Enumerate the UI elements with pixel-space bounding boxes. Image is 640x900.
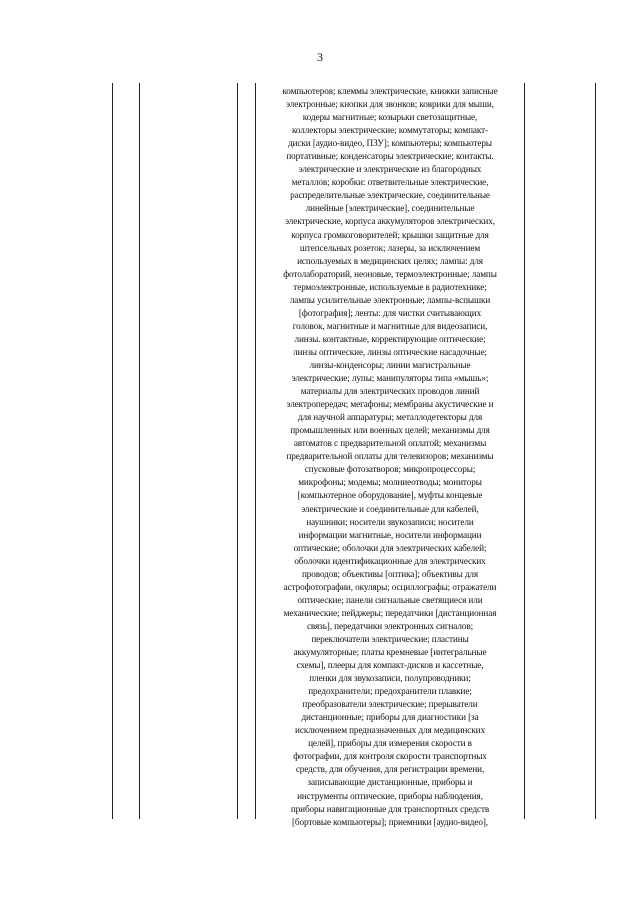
- goods-text-line: линейные [электрические], соединительные: [305, 203, 475, 214]
- goods-text-line: дистанционные; приборы для диагностики [за: [301, 712, 479, 723]
- goods-text-line: средств, для обучения, для регистрации времени,: [295, 764, 485, 775]
- goods-text-line: микрофоны; модемы; молниеотводы; мониторы: [298, 477, 482, 488]
- goods-text-line: оболочки идентификационные для электрических: [294, 555, 486, 566]
- goods-text-line: преобразователи электрические; прерыватели: [302, 699, 478, 710]
- goods-text-line: наушники; носители звукозаписи; носители: [306, 516, 474, 527]
- goods-text-line: термоэлектронные, используемые в радиотехнике;: [293, 281, 487, 292]
- goods-text-line: связь], передатчики электронных сигналов;: [306, 620, 474, 631]
- goods-text-line: компьютеров; клеммы электрические, книжки записные: [282, 86, 498, 96]
- goods-text-line: переключатели электрические; пластины: [311, 633, 469, 644]
- goods-text-line: портативные; конденсаторы электрические; контакты.: [286, 151, 494, 162]
- goods-text-line: механические; пейджеры; передатчики [дистанционная: [283, 607, 497, 618]
- goods-text-line: линзы-конденсоры; линии магистральные: [309, 359, 471, 370]
- goods-text-line: используемых в медицинских целях; лампы: для: [297, 255, 483, 266]
- column-divider-3: [255, 83, 256, 819]
- goods-text-line: линзы оптические, линзы оптические насадочные;: [293, 346, 487, 357]
- goods-text-line: диски [аудио-видео, ПЗУ]; компьютеры; компьютеры: [288, 138, 492, 149]
- goods-text-line: записывающие дистанционные, приборы и: [307, 777, 473, 788]
- goods-text-line: для научной аппаратуры; металлодетекторы для: [297, 412, 483, 423]
- goods-text-line: исключением предназначенных для медицинских: [295, 725, 485, 736]
- goods-text-line: приборы навигационные для транспортных средств: [290, 803, 490, 814]
- goods-text-line: автоматов с предварительной оплатой; механизмы: [293, 438, 487, 449]
- goods-text-line: спусковые фотозатворов; микропроцессоры;: [304, 464, 476, 475]
- goods-text-line: металлов; коробки: ответвительные электрические,: [291, 177, 489, 188]
- goods-text-line: лампы усилительные электронные; лампы-вспышки: [289, 294, 491, 305]
- goods-text-line: электрические и соединительные для кабелей,: [301, 503, 479, 514]
- goods-table: [112, 83, 596, 827]
- column-divider-4: [524, 83, 525, 819]
- goods-text-line: [компьютерное оборудование], муфты концевые: [297, 490, 483, 501]
- goods-text-line: распределительные электрические, соединительные: [290, 190, 490, 201]
- goods-text-line: головок, магнитные и магнитные для видеозаписи,: [292, 320, 488, 331]
- goods-text-line: электрические, корпуса аккумуляторов электрических,: [285, 216, 495, 227]
- goods-text-line: оптические; панели сигнальные светящиеся или: [297, 594, 483, 605]
- goods-text-line: фотографии, для контроля скорости транспортных: [293, 751, 487, 762]
- goods-text-line: предварительной оплаты для телевизоров; механизмы: [286, 451, 494, 462]
- goods-text-line: пленки для звукозаписи, полупроводники;: [309, 673, 471, 684]
- goods-text-line: промышленных или военных целей; механизмы для: [290, 425, 490, 436]
- goods-text-line: материалы для электрических проводов линий: [300, 386, 480, 397]
- goods-text-line: электрические; лупы; манипуляторы типа «мышь»;: [291, 373, 489, 384]
- goods-text-line: астрофотографии, окуляры; осциллографы; отражатели: [283, 581, 497, 592]
- goods-text-line: предохранители; предохранители плавкие;: [308, 686, 472, 697]
- goods-text-line: оптические; оболочки для электрических кабелей;: [293, 542, 487, 553]
- column-divider-2: [237, 83, 238, 819]
- goods-text-line: [фотография]; ленты: для чистки считывающих: [298, 307, 482, 318]
- goods-text-line: целей], приборы для измерения скорости в: [308, 738, 472, 749]
- goods-text-line: электрические и электрические из благородных: [298, 164, 482, 175]
- goods-text-line: схемы], плееры для компакт-дисков и кассетные,: [296, 660, 484, 671]
- goods-text-line: проводов; объективы [оптика]; объективы для: [301, 568, 479, 579]
- goods-text-line: корпуса громкоговорителей; крышки защитные для: [291, 229, 489, 240]
- goods-text-line: электропередач; мегафоны; мембраны акустические и: [286, 399, 494, 410]
- goods-text-line: коллекторы электрические; коммутаторы; компакт-: [292, 125, 488, 136]
- goods-text-line: [бортовые компьютеры]; приемники [аудио-видео],: [291, 816, 489, 827]
- goods-list-cell: [259, 85, 521, 829]
- goods-text-line: аккумуляторные; платы кремневые [интегральные: [293, 647, 487, 658]
- goods-text-line: инструменты оптические, приборы наблюдения,: [297, 790, 483, 801]
- goods-text-line: фотолабораторий, неоновые, термоэлектронные; лампы: [283, 268, 497, 279]
- goods-text-line: линзы. контактные, корректирующие оптические;: [294, 333, 486, 344]
- goods-text-line: информации магнитные, носители информации: [298, 529, 482, 540]
- goods-text-line: кодеры магнитные; козырьки светозащитные,: [302, 112, 478, 123]
- goods-text-line: электронные; кнопки для звонков; коврики для мыши,: [286, 99, 494, 110]
- goods-text-line: штепсельных розеток; лазеры, за исключением: [299, 242, 481, 253]
- page-number: 3: [317, 50, 323, 64]
- column-divider-1: [139, 83, 140, 819]
